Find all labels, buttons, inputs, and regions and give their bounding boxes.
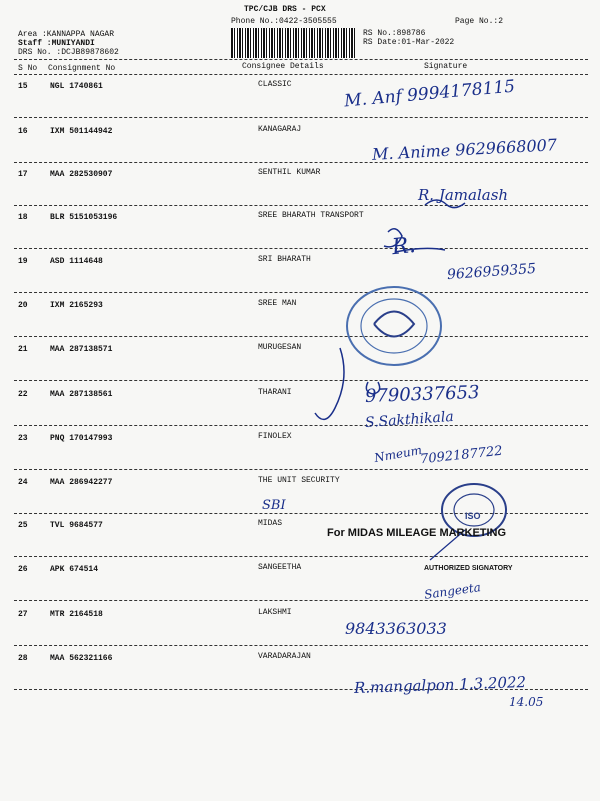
round-seal-stamp [344,284,444,368]
signature-row-26: Sangeeta [423,580,482,602]
row-consignment-no: APK 674514 [50,565,99,574]
page-number: Page No.:2 [455,17,504,26]
signature-row-23: Nmeum [373,442,423,466]
document-title: TPC/CJB DRS - PCX [244,5,326,14]
area: Area :KANNAPPA NAGAR [18,30,115,39]
row-sno: 28 [18,654,28,663]
signature-row-22: 9790337653 [364,382,480,407]
row-consignment-no: MAA 286942277 [50,478,113,487]
row-consignee: SENTHIL KUMAR [258,168,321,177]
row-consignment-no: PNQ 170147993 [50,434,113,443]
iso-label: ISO [465,511,481,521]
signature-row-19b: 9626959355 [446,260,537,284]
row-consignee: FINOLEX [258,432,292,441]
row-sno: 16 [18,127,28,136]
row-sno: 27 [18,610,28,619]
row-consignee: MURUGESAN [258,343,302,352]
row-consignment-no: MAA 562321166 [50,654,113,663]
row-sno: 26 [18,565,28,574]
row-consignment-no: MTR 2164518 [50,610,103,619]
staff: Staff :MUNIYANDI [18,39,95,48]
signature-row-28: R.mangalpon 1.3.2022 [353,673,527,697]
row-sno: 18 [18,213,28,222]
row-consignment-no: BLR 5151053196 [50,213,118,222]
row-consignment-no: MAA 282530907 [50,170,113,179]
phone-number: Phone No.:0422-3505555 [231,17,337,26]
signature-row-19a: R. [390,232,417,261]
row-consignee: SANGEETHA [258,563,302,572]
row-sno: 25 [18,521,28,530]
row-consignee: SREE BHARATH TRANSPORT [258,211,364,220]
row-consignee: VARADARAJAN [258,652,311,661]
signature-row-15: M. Anf 9994178115 [343,76,516,112]
midas-company-stamp: For MIDAS MILEAGE MARKETING [327,527,507,539]
row-consignee: MIDAS [258,519,283,528]
row-sno: 24 [18,478,28,487]
column-header-consignment: Consignment No [48,64,116,73]
signature-row-22b: S.Sakthikala [364,408,455,432]
row-consignee: SREE MAN [258,299,297,308]
row-consignee: THARANI [258,388,292,397]
row-sno: 19 [18,257,28,266]
row-consignee: SRI BHARATH [258,255,311,264]
signature-row-27: 9843363033 [345,619,447,638]
row-consignment-no: IXM 2165293 [50,301,103,310]
column-header-sno: S No [18,64,38,73]
row-sno: 17 [18,170,28,179]
column-header-consignee: Consignee Details [242,62,324,71]
row-sno: 23 [18,434,28,443]
row-consignment-no: ASD 1114648 [50,257,103,266]
row-consignee: CLASSIC [258,80,292,89]
rs-number: RS No.:898786 [363,29,426,38]
signature-row-23b: 7092187722 [419,443,504,468]
row-sno: 22 [18,390,28,399]
row-sno: 20 [18,301,28,310]
column-header-signature: Signature [424,62,468,71]
row-consignment-no: IXM 501144942 [50,127,113,136]
row-consignee: THE UNIT SECURITY [258,476,340,485]
authorized-signatory-stamp: AUTHORIZED SIGNATORY [424,565,513,572]
row-consignment-no: NGL 1740861 [50,82,103,91]
signature-row-28b: 14.05 [509,695,544,709]
signature-row-24: SBI [262,498,286,513]
row-consignee: LAKSHMI [258,608,292,617]
rs-date: RS Date:01-Mar-2022 [363,38,455,47]
signature-row-16: M. Anime 9629668007 [371,135,558,164]
signature-row-17: R. Jamalash [418,186,509,204]
row-sno: 15 [18,82,28,91]
drs-number: DRS No. :DCJB89878602 [18,48,119,57]
row-sno: 21 [18,345,28,354]
row-consignment-no: MAA 287138571 [50,345,113,354]
row-consignee: KANAGARAJ [258,125,302,134]
row-consignment-no: MAA 287138561 [50,390,113,399]
row-consignment-no: TVL 9684577 [50,521,103,530]
